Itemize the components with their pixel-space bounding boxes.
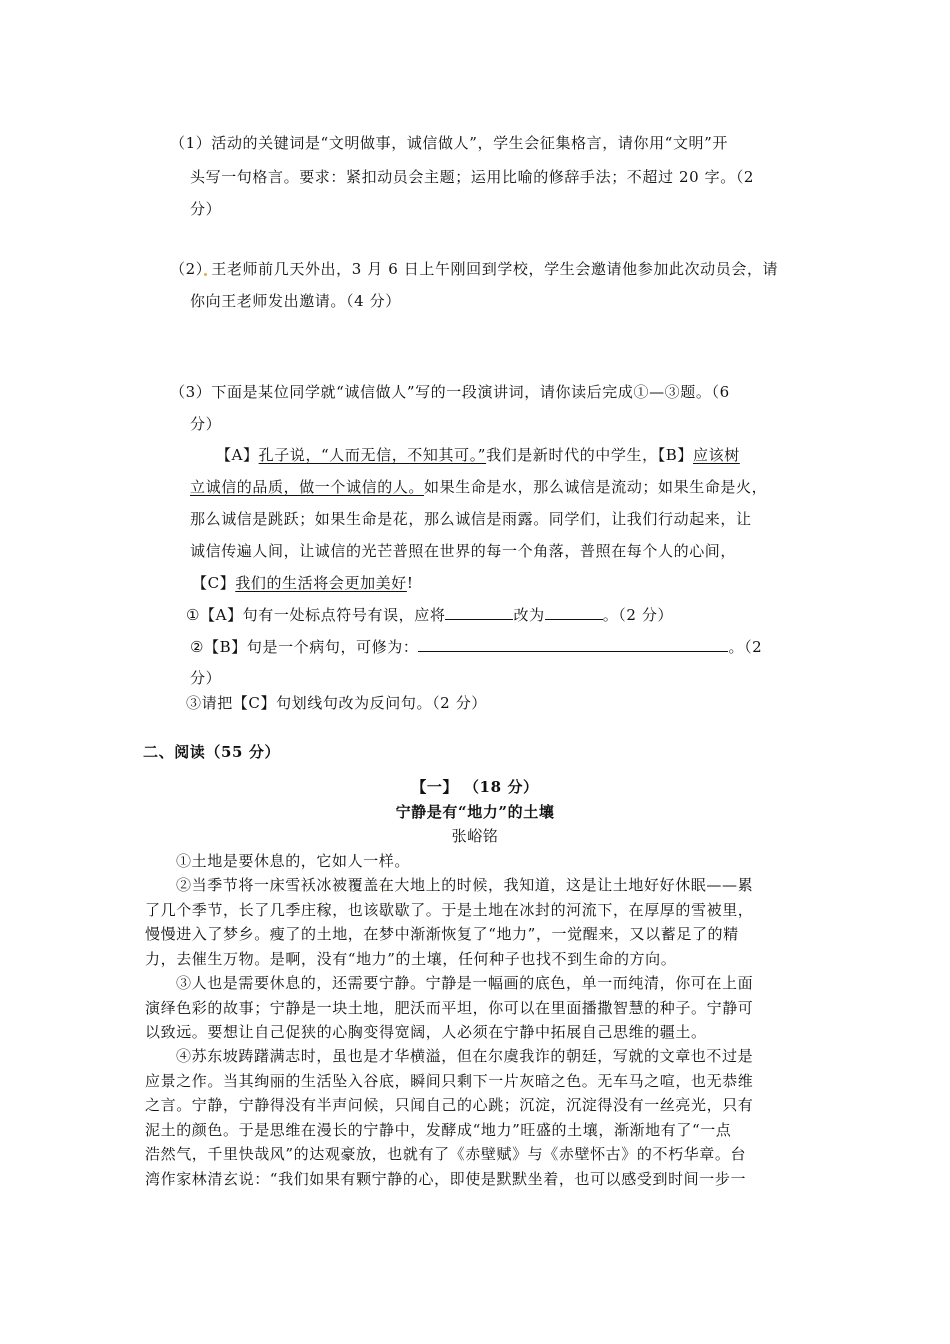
q1-line2: 头写一句格言。要求：紧扣动员会主题；运用比喻的修辞手法；不超过 20 字。（2 bbox=[190, 168, 755, 186]
paragraph-2-line4: 力，去催生万物。是啊，没有“地力”的土壤，任何种子也找不到生命的方向。 bbox=[145, 950, 677, 968]
q1-line1: （1）活动的关键词是“文明做事，诚信做人”，学生会征集格言，请你用“文明”开 bbox=[170, 134, 729, 152]
sub-question-3: ③请把【C】句划线句改为反问句。（2 分） bbox=[186, 694, 487, 712]
article-author: 张峪铭 bbox=[451, 827, 499, 845]
paragraph-4-line1: ④苏东坡踌躇满志时，虽也是才华横溢，但在尔虞我诈的朝廷，写就的文章也不过是 bbox=[176, 1047, 754, 1065]
speech-line1 bbox=[216, 445, 740, 465]
speech-mid1: 我们是新时代的中学生， bbox=[486, 446, 658, 464]
paragraph-3-line2: 演绎色彩的故事；宁静是一块土地，肥沃而平坦，你可以在里面播撒智慧的种子。宁静可 bbox=[145, 999, 754, 1017]
article-title: 宁静是有“地力”的土壤 bbox=[395, 803, 555, 821]
q3-line1: （3）下面是某位同学就“诚信做人”写的一段演讲词，请你读后完成①—③题。（6 bbox=[170, 383, 730, 401]
paragraph-4-line4: 泥土的颜色。于是思维在漫长的宁静中，发酵成“地力”旺盛的土壤，渐渐地有了“一点 bbox=[145, 1121, 732, 1139]
paragraph-3-line1: ③人也是需要休息的，还需要宁静。宁静是一幅画的底色，单一而纯清，你可在上面 bbox=[176, 974, 754, 992]
paragraph-4-line3: 之言。宁静，宁静得没有半声问候，只闻自己的心跳；沉淀，沉淀得没有一丝亮光，只有 bbox=[145, 1096, 754, 1114]
paragraph-1: ①土地是要休息的，它如人一样。 bbox=[176, 852, 411, 870]
sub1-text-a: ①【A】句有一处标点符号有误，应将 bbox=[186, 606, 446, 624]
speech-b-text-1: 应该树 bbox=[693, 446, 740, 464]
sub-question-2-cont: 分） bbox=[190, 669, 222, 687]
paragraph-2-line3: 慢慢进入了梦乡。瘦了的土地，在梦中渐渐恢复了“地力”，一觉醒来，又以蓄足了的精 bbox=[145, 925, 739, 943]
speech-c-end: ! bbox=[406, 574, 414, 592]
section-heading: 二、阅读（55 分） bbox=[143, 743, 281, 761]
q2-line2: 你向王老师发出邀请。（4 分） bbox=[190, 292, 401, 310]
q2-line1: （2）王老师前几天外出，3 月 6 日上午刚回到学校，学生会邀请他参加此次动员会，请 bbox=[170, 260, 779, 278]
speech-after-b: 如果生命是水，那么诚信是流动；如果生命是火， bbox=[424, 478, 768, 496]
sub2-text-b: 。（2 bbox=[728, 638, 763, 656]
paragraph-2-line2: 了几个季节，长了几季庄稼，也该歇歇了。于是土地在冰封的河流下，在厚厚的雪被里， bbox=[145, 901, 754, 919]
answer-blank-2[interactable] bbox=[545, 605, 603, 620]
sub-question-2 bbox=[190, 637, 762, 657]
q3-line2: 分） bbox=[190, 415, 222, 433]
speech-line5 bbox=[192, 573, 414, 593]
paragraph-4-line6: 湾作家林清玄说：“我们如果有颗宁静的心，即使是默默坐着，也可以感受到时间一步一 bbox=[145, 1170, 747, 1188]
speech-c-text: 我们的生活将会更加美好 bbox=[235, 574, 407, 592]
answer-blank-3[interactable] bbox=[418, 637, 728, 652]
speech-b-text-2: 立诚信的品质，做一个诚信的人。 bbox=[190, 478, 425, 496]
paragraph-4-line5: 浩然气，千里快哉风”的达观豪放，也就有了《赤壁赋》与《赤壁怀古》的不朽华章。台 bbox=[145, 1145, 747, 1163]
speech-line3: 那么诚信是跳跃；如果生命是花，那么诚信是雨露。同学们，让我们行动起来，让 bbox=[190, 510, 752, 528]
answer-blank-1[interactable] bbox=[445, 605, 513, 620]
sub2-text-a: ②【B】句是一个病句，可修为： bbox=[190, 638, 419, 656]
sub-question-1 bbox=[186, 605, 673, 625]
speech-a-tag: 【A】 bbox=[216, 446, 259, 464]
paragraph-4-line2: 应景之作。当其绚丽的生活坠入谷底，瞬间只剩下一片灰暗之色。无车马之喧，也无恭维 bbox=[145, 1072, 754, 1090]
speech-b-tag: 【B】 bbox=[657, 446, 694, 464]
speech-c-tag: 【C】 bbox=[192, 574, 236, 592]
speech-line4: 诚信传遍人间，让诚信的光芒普照在世界的每一个角落，普照在每个人的心间， bbox=[190, 542, 737, 560]
part-label: 【一】 （18 分） bbox=[411, 778, 539, 796]
paragraph-2-line1: ②当季节将一床雪袄冰被覆盖在大地上的时候，我知道，这是让土地好好休眠——累 bbox=[176, 876, 754, 894]
sub1-text-c: 。（2 分） bbox=[602, 606, 674, 624]
sub1-text-b: 改为 bbox=[513, 606, 545, 624]
paragraph-3-line3: 以致远。要想让自己促狭的心胸变得宽阔，人必须在宁静中拓展自己思维的疆土。 bbox=[145, 1023, 707, 1041]
q1-line3: 分） bbox=[190, 200, 222, 218]
speech-line2 bbox=[190, 477, 767, 497]
speech-a-text: 孔子说，“人而无信，不知其可。” bbox=[258, 446, 487, 464]
